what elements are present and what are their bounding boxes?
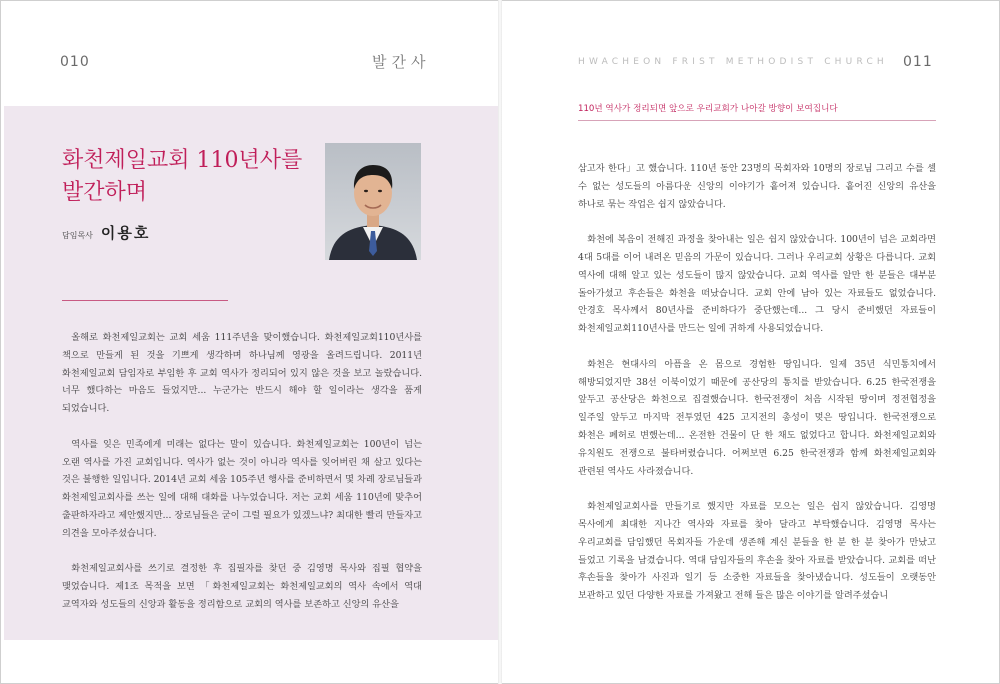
right-body-text <box>578 160 936 623</box>
left-page-number: 010 <box>60 54 90 70</box>
paragraph: 화천은 현대사의 아픔을 온 몸으로 경험한 땅입니다. 일제 35년 식민통치에서 해방되었지만 38선 이북이었기 때문에 공산당의 통치를 받았습니다. 6.25 한국전쟁을 앞두고 공산당은 화천으로 집결했습니다. 한국전쟁이 처음 시작된 땅이며 정전협정을 일주일 앞두고 마지막 전투였던 425 고지전의 총성이 멎은 땅입니다. 한국전쟁으로 화천은 폐허로 변했는데... 온전한 건물이 단 한 채도 없었다고 합니다. 화천제일교회와 유치원도 전쟁으로 불타버렸습니다. 어쩌보면 6.25 한국전쟁과 함께 화천제일교회와 관련된 역사도 사라졌습니다. <box>578 358 936 477</box>
headline-divider <box>62 300 228 301</box>
article-tagline: 110년 역사가 정리되면 앞으로 우리교회가 나아갈 방향이 보여집니다 <box>578 104 838 114</box>
church-name-header: HWACHEON FRIST METHODIST CHURCH <box>578 57 888 67</box>
paragraph: 화천제일교회사를 만들기로 했지만 자료를 모으는 일은 쉽지 않았습니다. 김영명 목사에게 최대한 지나간 역사와 자료를 찾아 달라고 부탁했습니다. 김영명 목사는 우리교회를 담임했던 목회자들 가운데 생존해 계신 분들을 한 분 한 분 찾아가 만났고 들었고 기록을 남겼습니다. 역대 담임자들의 후손을 찾아 자료를 받았습니다. 교회를 떠난 후손들을 찾아가 사진과 일기 등 소중한 자료들을 찾아냈습니다. 성도들이 오랫동안 보관하고 있던 다양한 자료를 가져왔고 전해 들은 많은 이야기를 알려주셨습니 <box>578 501 936 602</box>
article-headline: 화천제일교회 110년사를 발간하며 <box>62 148 303 205</box>
author-byline <box>62 222 150 243</box>
paragraph: 삼고자 한다」고 했습니다. 110년 동안 23명의 목회자와 10명의 장로님 그리고 수를 셀 수 없는 성도들의 아름다운 신앙의 이야기가 흩어져 있습니다. 흩어진 신앙의 유산을 하나로 묶는 작업은 쉽지 않았습니다. <box>578 163 936 210</box>
paragraph: 화천제일교회사를 쓰기로 결정한 후 집필자를 찾던 중 김영명 목사와 집필 협약을 맺었습니다. 제1조 목적을 보면 「화천제일교회는 화천제일교회의 역사 속에서 역대 교역자와 성도들의 신앙과 활동을 정리함으로 교회의 역사를 보존하고 신앙의 유산을 <box>62 563 422 610</box>
author-name: 이용호 <box>100 224 151 242</box>
paragraph: 올해로 화천제일교회는 교회 세움 111주년을 맞이했습니다. 화천제일교회110년사를 책으로 만들게 된 것을 기쁘게 생각하며 하나님께 영광을 올려드립니다. 2011년 화천제일교회 담임자로 부임한 후 교회 역사가 정리되어 있지 않은 것을 보고 놀랐습니다. 너무 했다하는 마음도 들었지만... 누군가는 반드시 해야 할 일이라는 생각을 품게 되었습니다. <box>62 332 422 415</box>
paragraph: 역사를 잊은 민족에게 미래는 없다는 말이 있습니다. 화천제일교회는 100년이 넘는 오랜 역사를 가진 교회입니다. 역사가 없는 것이 아니라 역사를 잊어버린 채 살고 있다는 것은 불행한 일입니다. 2014년 교회 세움 105주년 행사를 준비하면서 몇 차례 장로님들과 화천제일교회사를 쓰는 일에 대해 대화를 나누었습니다. 저는 교회 세움 110년에 맞추어 출판하자라고 제안했지만... 장로님들은 굳이 그럴 필요가 있겠느냐? 최대한 빨리 만들자고 의견을 모아주셨습니다. <box>62 438 422 539</box>
paragraph: 화천에 복음이 전해진 과정을 찾아내는 일은 쉽지 않았습니다. 100년이 넘은 교회라면 4대 5대를 이어 내려온 믿음의 가문이 있습니다. 그러나 우리교회 상황은 다릅니다. 교회 역사에 대해 알고 있는 성도들이 많지 않았습니다. 교회 역사를 알만 한 분들은 대부분 돌아가셨고 후손들은 화천을 떠났습니다. 교회 안에 남아 있는 자료들도 없었습니다. 안경호 목사께서 80년사를 준비하다가 중단했는데... 그 당시 준비했던 자료들이 화천제일교회110년사를 만드는 일에 귀하게 사용되었습니다. <box>578 234 936 335</box>
right-page-number: 011 <box>903 54 933 70</box>
tagline-rule <box>578 120 936 121</box>
author-portrait-photo <box>325 143 421 260</box>
left-body-text <box>62 329 422 632</box>
book-gutter <box>498 0 502 684</box>
section-title: 발간사 <box>372 53 431 71</box>
portrait-illustration <box>325 143 421 260</box>
author-role: 담임목사 <box>62 231 93 240</box>
